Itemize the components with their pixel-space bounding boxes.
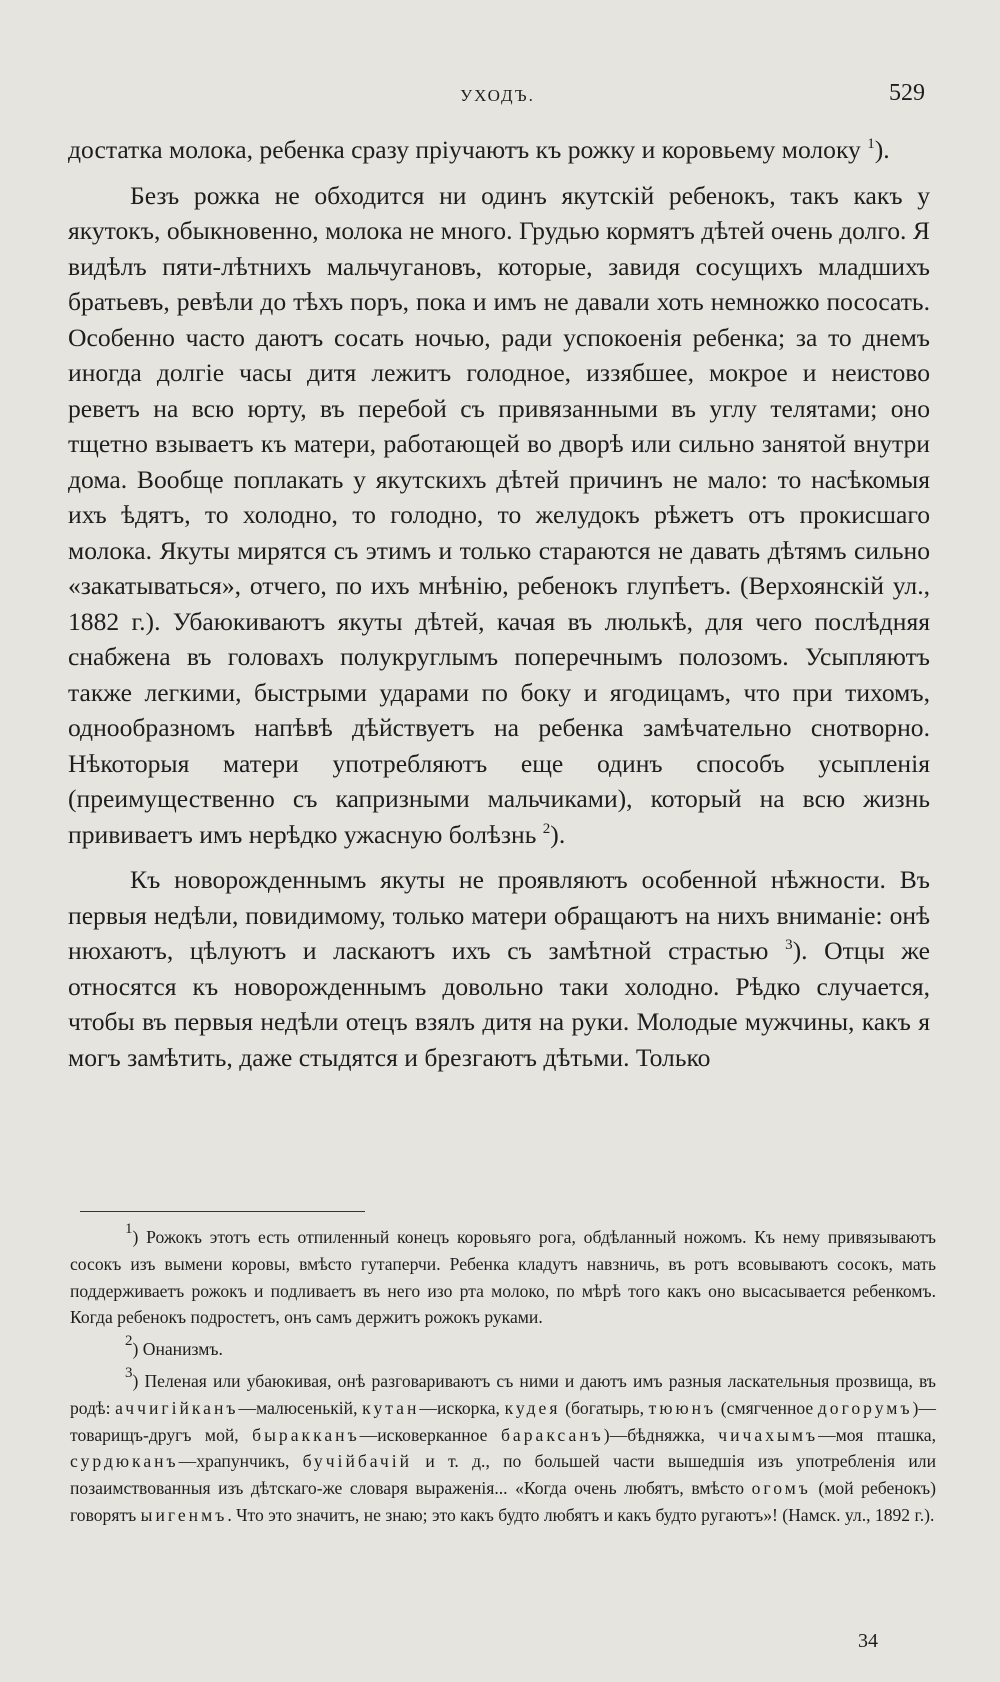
footnote-3-text: —искорка,	[419, 1397, 505, 1418]
spaced-word: ыигенмъ	[140, 1504, 228, 1525]
spaced-word: огомъ	[751, 1478, 811, 1499]
spaced-word: сурдюканъ	[70, 1451, 179, 1472]
page-header	[70, 78, 925, 112]
footnote-2-text: ) Онанизмъ.	[132, 1339, 223, 1360]
footnote-2-marker: 2	[125, 1333, 133, 1350]
spaced-word: кудея	[504, 1397, 561, 1418]
footnote-ref-1: 1	[867, 136, 875, 152]
paragraph-2-text: Безъ рожка не обходится ни одинъ якутскій ребенокъ, такъ какъ у якутокъ, обыкновенно, молока не много. Грудью кормятъ дѣтей очень долго. Я видѣлъ пяти-лѣтнихъ мальчугановъ, которые, завидя сосущихъ младшихъ братьевъ, ревѣли до тѣхъ поръ, пока и имъ не давали хоть немножко пососать. Особенно часто даютъ сосать ночью, ради успокоенія ребенка; за то днемъ иногда долгіе часы дитя лежитъ голодное, иззябшее, мокрое и неистово реветъ на всю юрту, въ перебой съ привязанными въ углу телятами; оно тщетно взываетъ къ матери, работающей во дворѣ или сильно занятой внутри дома. Вообще поплакать у якутскихъ дѣтей причинъ не мало: то насѣкомыя ихъ ѣдятъ, то холодно, то голодно, то желудокъ рѣжетъ отъ прокисшаго молока. Якуты мирятся съ этимъ и только стараются не давать дѣтямъ сильно «закатываться», отчего, по ихъ мнѣнію, ребенокъ глупѣетъ. (Верхоянскій ул., 1882 г.). Убаюкиваютъ якуты дѣтей, качая въ люлькѣ, для чего послѣдняя снабжена въ головахъ полукруглымъ поперечнымъ полозомъ. Усыпляютъ также легкими, быстрыми ударами по боку и ягодицамъ, что при тихомъ, однообразномъ напѣвѣ дѣйствуетъ на ребенка замѣчательно снотворно. Нѣкоторыя матери употребляютъ еще одинъ способъ усыпленія (преимущественно съ капризными мальчиками), который на всю жизнь прививаетъ имъ нерѣдко ужасную болѣзнь	[68, 180, 930, 849]
spaced-word: бучійбачій	[302, 1451, 413, 1472]
footnote-3-marker: 3	[125, 1364, 133, 1381]
footnote-3-text: ) Пеленая или убаюкивая, онѣ разговариваютъ съ ними и даютъ имъ разныя ласкательныя прозвища, въ родѣ:	[70, 1370, 936, 1418]
footnote-3-text: —моя пташка,	[818, 1424, 936, 1445]
spaced-word: чичахымъ	[718, 1424, 819, 1445]
footnote-3-text: —исковерканное	[359, 1424, 501, 1445]
footnote-2	[70, 1333, 936, 1363]
footnote-3-text: —храпунчикъ,	[178, 1451, 303, 1472]
paragraph-3-text-b: ). Отцы же относятся къ новорожденнымъ довольно таки холодно. Рѣдко случается, чтобы въ первыя недѣли отецъ взялъ дитя на руки. Молодые мужчины, какъ я могъ замѣтить, даже стыдятся и брезгаютъ дѣтьми. Только	[68, 936, 931, 1072]
spaced-word: тююнъ	[648, 1397, 717, 1418]
footnote-3-text: —малюсенькій,	[238, 1397, 363, 1418]
running-title: УХОДЪ.	[460, 86, 535, 105]
footnote-3-text: (смягченное	[716, 1397, 818, 1418]
spaced-word: аччигійканъ	[115, 1397, 239, 1418]
footnote-3-text: (богатырь,	[560, 1397, 649, 1418]
footnote-1-text: ) Рожокъ этотъ есть отпиленный конецъ коровьяго рога, обдѣланный ножомъ. Къ нему привязываютъ сосокъ изъ вымени коровы, вмѣсто гутаперчи. Ребенка кладутъ навзничь, въ ротъ всовываютъ сосокъ, мать поддерживаетъ рожокъ и подливаетъ въ него изо рта молоко, по мѣрѣ того какъ оно высасывается ребенкомъ. Когда ребенокъ подростетъ, онъ самъ держитъ рожокъ руками.	[70, 1227, 936, 1328]
footnotes	[70, 1221, 937, 1529]
paragraph-2-end: ).	[550, 819, 566, 849]
spaced-word: кутан	[362, 1397, 420, 1418]
spaced-word: бараксанъ	[500, 1424, 604, 1445]
paragraph-3	[68, 862, 930, 1075]
paragraph-3-text-a: Къ новорожденнымъ якуты не проявляютъ особенной нѣжности. Въ первыя недѣли, повидимому, только матери обращаютъ на нихъ вниманіе: онѣ нюхаютъ, цѣлуютъ и ласкаютъ ихъ съ замѣтной страстью	[68, 865, 930, 965]
footnote-3-text: . Что это значитъ, не знаю; это какъ будто любятъ и какъ будто ругаютъ»! (Намск. ул., 1892 г.).	[227, 1504, 935, 1525]
footnote-ref-3: 3	[785, 937, 793, 953]
footnote-1	[70, 1221, 936, 1331]
paragraph-2	[68, 178, 930, 853]
paragraph-1-text: достатка молока, ребенка сразу пріучаютъ къ рожку и коровьему молоку	[68, 135, 861, 164]
spaced-word: быракканъ	[252, 1424, 360, 1445]
spaced-word: догорумъ	[817, 1397, 913, 1418]
footnote-1-marker: 1	[125, 1221, 133, 1237]
footnote-ref-2: 2	[542, 820, 551, 837]
footnote-3-text: (мой ребенокъ) говорятъ	[70, 1478, 937, 1525]
footnote-divider	[80, 1211, 365, 1212]
footnote-3-text: )—товарищъ-другъ мой,	[70, 1397, 936, 1445]
main-text	[68, 132, 930, 1075]
page-number: 529	[889, 80, 925, 106]
footnote-3-text: )—бѣдняжка,	[603, 1424, 719, 1445]
signature-mark: 34	[858, 1630, 878, 1652]
paragraph-1-end: ).	[874, 135, 890, 164]
paragraph-1	[68, 132, 930, 168]
footnote-3-text: и т. д., по большей части вышедшія изъ употребленія или позаимствованныя изъ дѣтскаго-же словаря выраженія... «Когда очень любятъ, вмѣсто	[70, 1451, 936, 1499]
footnote-3	[70, 1364, 937, 1529]
